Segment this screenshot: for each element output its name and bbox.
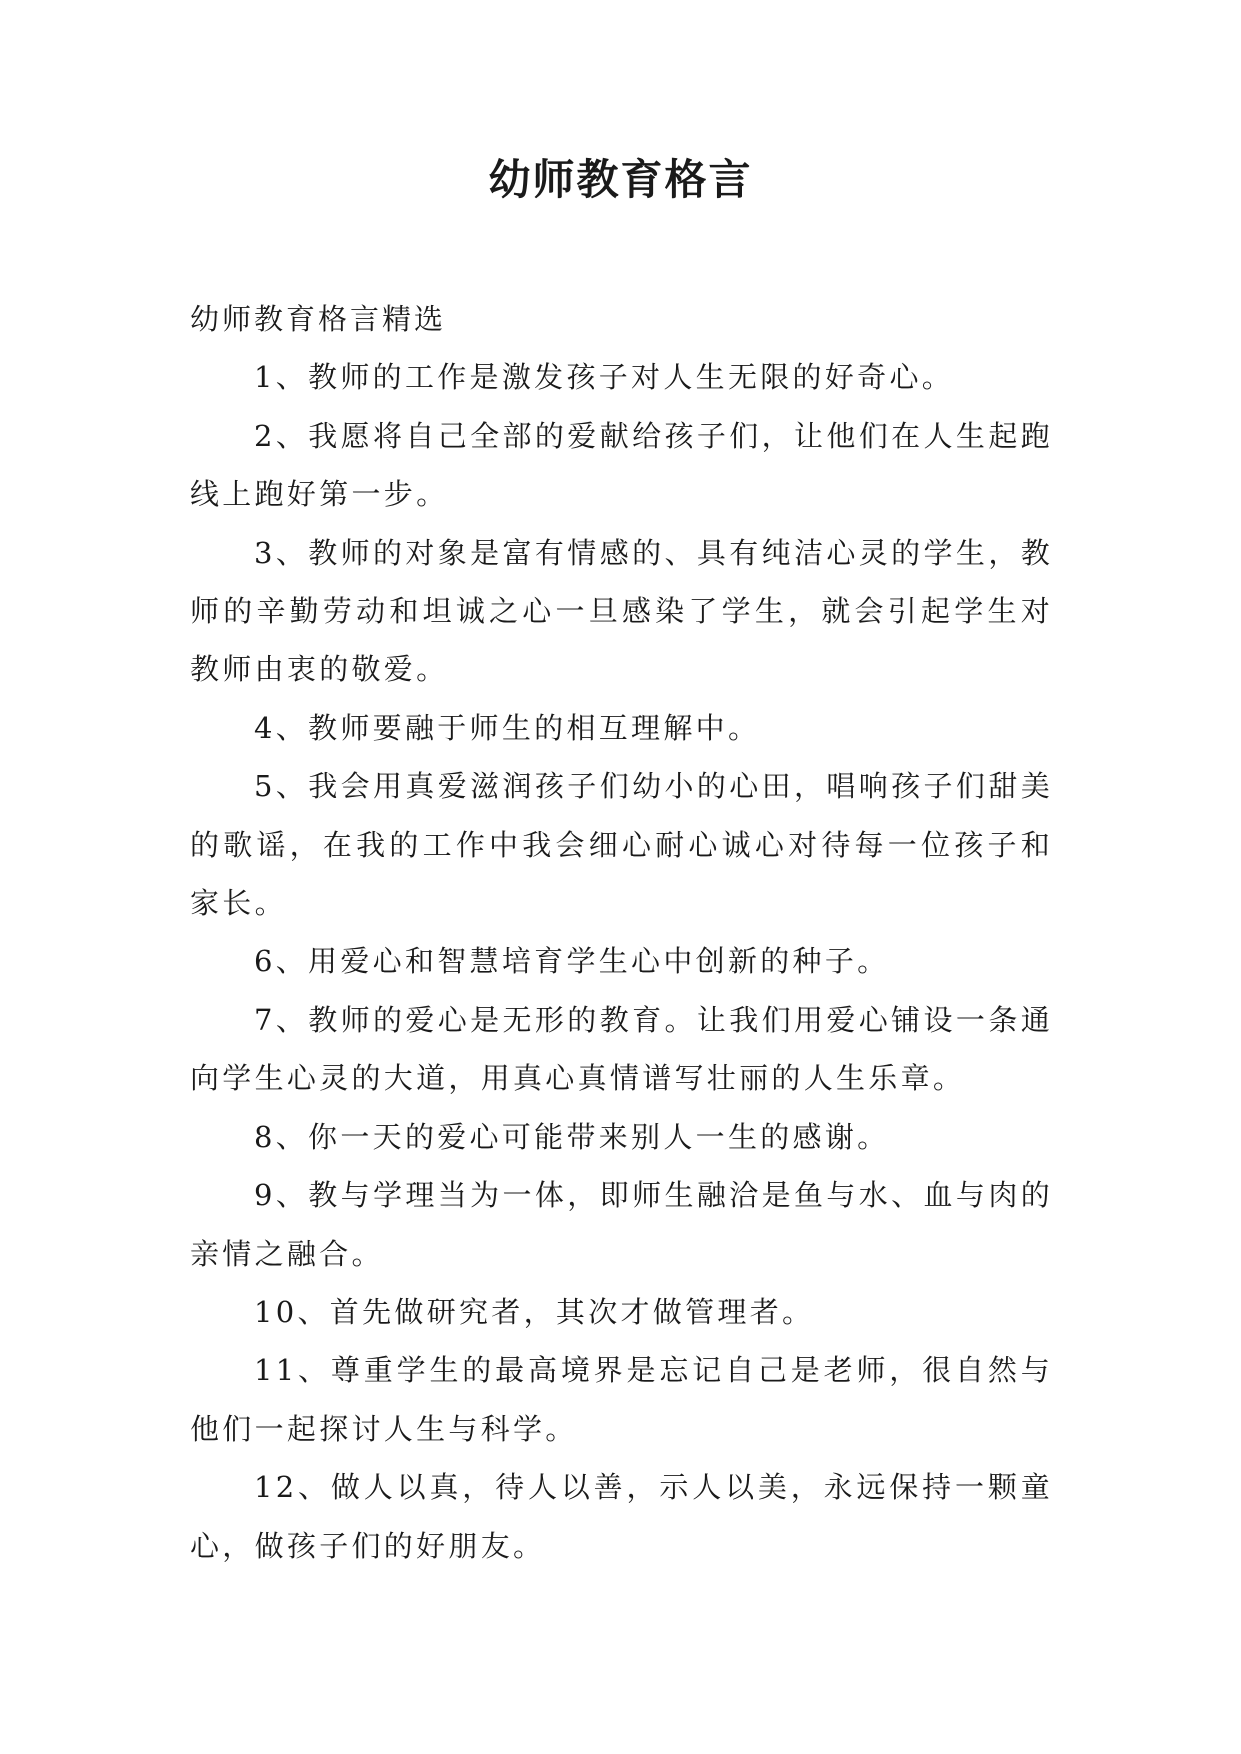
paragraph: 8、你一天的爱心可能带来别人一生的感谢。 [254, 1119, 890, 1154]
paragraph: 5、我会用真爱滋润孩子们幼小的心田，唱响孩子们甜美的歌谣，在我的工作中我会细心耐心诚心对待每一位孩子和家长。 [190, 769, 1053, 921]
paragraph: 6、用爱心和智慧培育学生心中创新的种子。 [254, 944, 890, 979]
paragraph: 12、做人以真，待人以善，示人以美，永远保持一颗童心，做孩子们的好朋友。 [190, 1470, 1053, 1563]
paragraph: 1、教师的工作是激发孩子对人生无限的好奇心。 [254, 360, 955, 395]
paragraph: 3、教师的对象是富有情感的、具有纯洁心灵的学生，教师的辛勤劳动和坦诚之心一旦感染了学生，就会引起学生对教师由衷的敬爱。 [190, 535, 1053, 687]
section-heading: 幼师教育格言精选 [190, 302, 447, 336]
paragraph: 2、我愿将自己全部的爱献给孩子们，让他们在人生起跑线上跑好第一步。 [190, 418, 1053, 512]
paragraph: 10、首先做研究者，其次才做管理者。 [254, 1294, 815, 1329]
paragraph: 4、教师要融于师生的相互理解中。 [254, 710, 761, 745]
document-body [190, 290, 1053, 1575]
document-title: 幼师教育格言 [488, 155, 753, 204]
paragraph: 11、尊重学生的最高境界是忘记自己是老师，很自然与他们一起探讨人生与科学。 [190, 1353, 1053, 1446]
paragraph: 7、教师的爱心是无形的教育。让我们用爱心铺设一条通向学生心灵的大道，用真心真情谱写壮丽的人生乐章。 [190, 1002, 1053, 1096]
paragraph: 9、教与学理当为一体，即师生融洽是鱼与水、血与肉的亲情之融合。 [190, 1178, 1053, 1271]
